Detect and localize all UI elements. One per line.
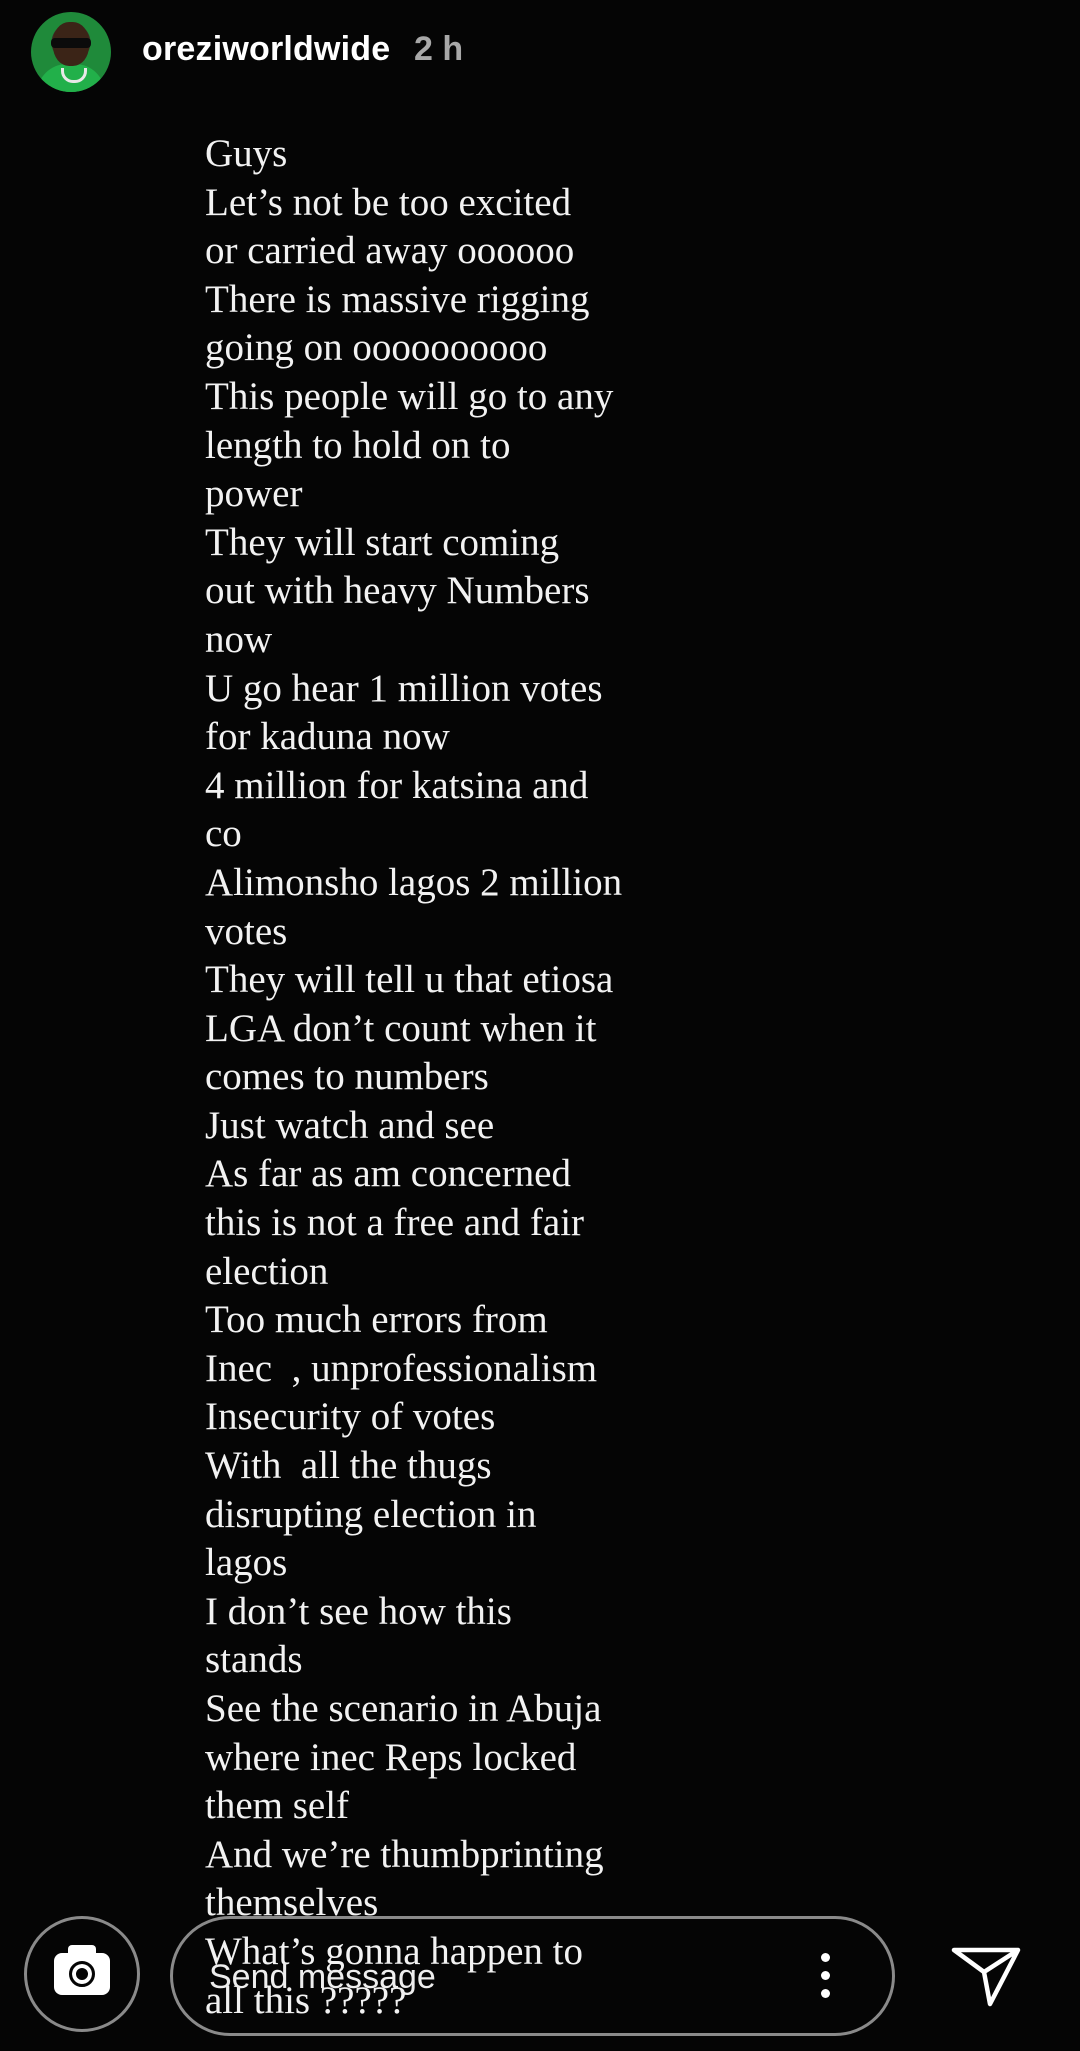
story-text-line: Too much errors from xyxy=(205,1298,548,1342)
story-text-line: power xyxy=(205,472,303,516)
story-text-line: them self xyxy=(205,1784,350,1828)
story-text-line: I don’t see how this xyxy=(205,1589,512,1633)
story-header xyxy=(0,0,1080,110)
message-input[interactable] xyxy=(209,1955,769,1999)
story-text-line: Alimonsho lagos 2 million xyxy=(205,860,623,904)
story-text-line: And we’re thumbprinting xyxy=(205,1832,604,1876)
story-text-line: or carried away oooooo xyxy=(205,229,575,273)
story-text-line: stands xyxy=(205,1638,303,1682)
story-text-line: U go hear 1 million votes xyxy=(205,666,603,710)
camera-button[interactable] xyxy=(24,1916,140,2032)
story-text-line: Insecurity of votes xyxy=(205,1395,496,1439)
send-button[interactable] xyxy=(950,1942,1022,2010)
story-text-line: this is not a free and fair xyxy=(205,1201,585,1245)
story-text-line: out with heavy Numbers xyxy=(205,569,590,613)
story-text-line: now xyxy=(205,617,273,661)
story-text-line: Let’s not be too excited xyxy=(205,180,572,224)
story-text-line: They will start coming xyxy=(205,520,560,564)
story-text-line: 4 million for katsina and xyxy=(205,763,589,807)
avatar[interactable] xyxy=(31,12,111,92)
post-time: 2 h xyxy=(414,30,464,68)
story-text-line: They will tell u that etiosa xyxy=(205,958,614,1002)
message-field[interactable] xyxy=(170,1916,895,2036)
story-text-line: comes to numbers xyxy=(205,1055,489,1099)
story-text-line: themselves xyxy=(205,1881,379,1925)
story-text-line: This people will go to any xyxy=(205,374,614,418)
story-text-line: Guys xyxy=(205,132,288,175)
story-text-line: disrupting election in xyxy=(205,1492,537,1536)
story-text-line: going on oooooooooo xyxy=(205,326,548,370)
story-text-line: votes xyxy=(205,909,288,953)
story-text-line: LGA don’t count when it xyxy=(205,1006,597,1050)
story-text-line: There is massive rigging xyxy=(205,277,590,321)
story-text-line: Just watch and see xyxy=(205,1103,495,1147)
username[interactable]: oreziworldwide xyxy=(142,30,391,68)
avatar-glasses xyxy=(51,38,91,48)
story-text-line: all this ????? xyxy=(205,1978,407,2022)
send-icon xyxy=(950,1942,1022,2010)
story-text-line: Inec , unprofessionalism xyxy=(205,1346,598,1390)
story-text-line: As far as am concerned xyxy=(205,1152,571,1196)
story-text-line: What’s gonna happen to xyxy=(205,1929,583,1973)
more-options-button[interactable] xyxy=(806,1947,846,2007)
story-text-line: length to hold on to xyxy=(205,423,511,467)
story-text xyxy=(205,130,685,2025)
story-text-line: for kaduna now xyxy=(205,715,450,759)
story-text-line: co xyxy=(205,812,242,856)
story-text-line: With all the thugs xyxy=(205,1444,492,1488)
story-text-line: lagos xyxy=(205,1541,288,1585)
reply-bar xyxy=(0,1900,1080,2051)
story-text-line: See the scenario in Abuja xyxy=(205,1687,602,1730)
story-text-line: election xyxy=(205,1249,329,1293)
story-text-line: where inec Reps locked xyxy=(205,1735,577,1779)
